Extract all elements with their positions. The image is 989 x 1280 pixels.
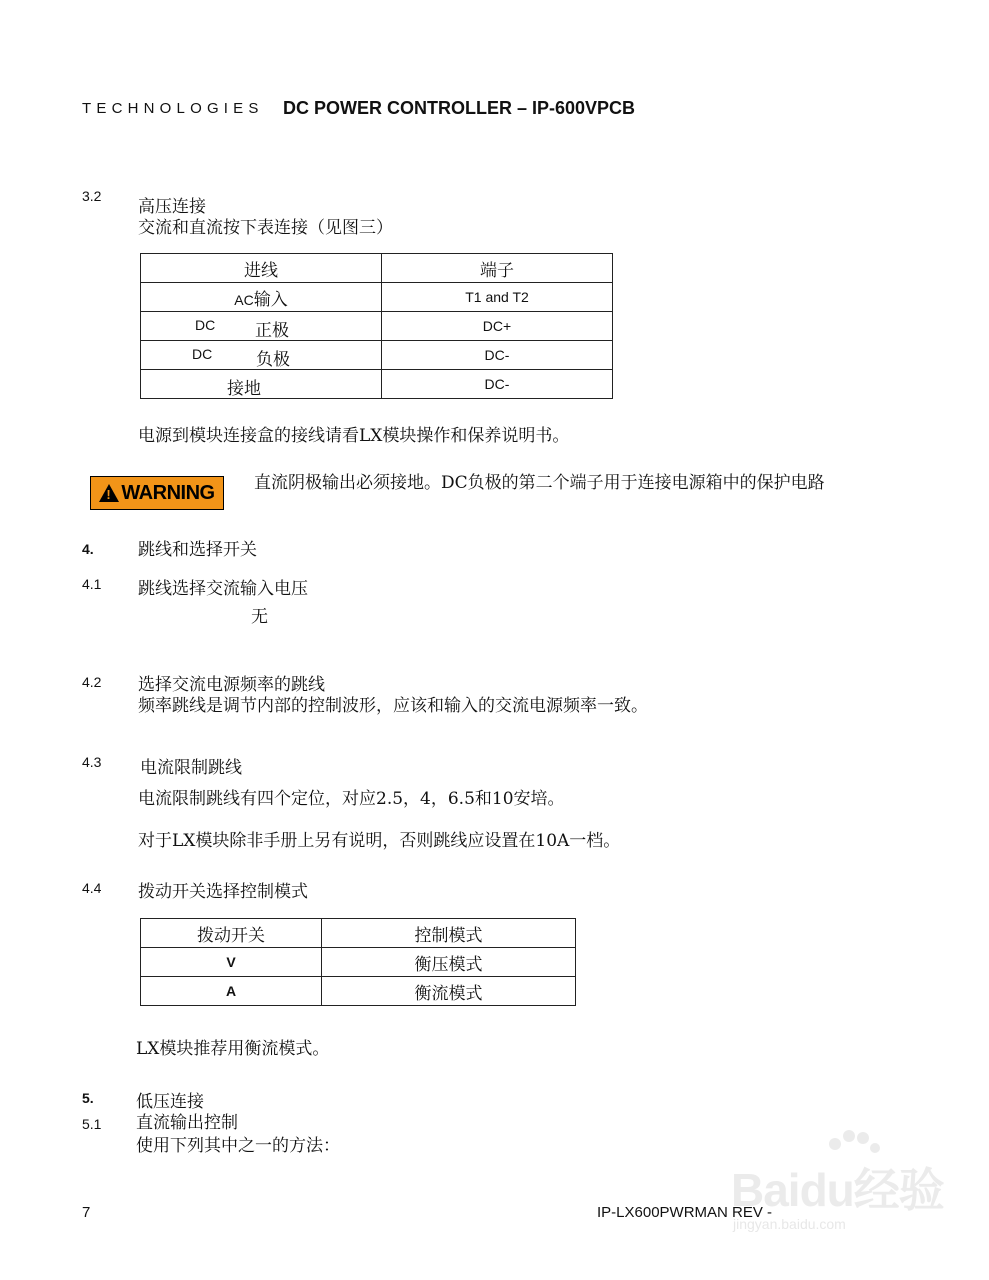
table-cell <box>141 370 382 399</box>
table-cell-en: AC <box>234 291 254 308</box>
table-header-cell: 进线 <box>141 254 382 283</box>
hv-connection-table <box>140 253 613 399</box>
table-cell-cn: 正极 <box>255 321 289 341</box>
section-4-4-note: LX模块推荐用衡流模式。 <box>136 1039 330 1059</box>
section-5-1-title: 直流输出控制 <box>136 1113 238 1133</box>
table-header-cell: 端子 <box>382 254 613 283</box>
table-cell-cn: 接地 <box>227 379 261 399</box>
footer-page-number: 7 <box>82 1204 91 1221</box>
table-cell <box>141 283 382 312</box>
section-4-2-title: 选择交流电源频率的跳线 <box>138 675 325 695</box>
table-cell <box>141 341 382 370</box>
section-4-2-number: 4.2 <box>82 674 102 690</box>
section-5-number: 5. <box>82 1090 94 1106</box>
table-header-cell: 拨动开关 <box>141 919 322 948</box>
table-cell <box>141 312 382 341</box>
table-header-row <box>141 254 613 283</box>
table-cell: T1 and T2 <box>382 283 613 312</box>
table-cell: DC+ <box>382 312 613 341</box>
section-5-1-number: 5.1 <box>82 1116 102 1132</box>
section-3-2-note: 电源到模块连接盒的接线请看LX模块操作和保养说明书。 <box>138 426 570 446</box>
watermark-brand: Baidu经验 <box>731 1164 944 1216</box>
section-5-title: 低压连接 <box>136 1092 204 1112</box>
warning-text: 直流阴极输出必须接地。DC负极的第二个端子用于连接电源箱中的保护电路 <box>254 473 825 493</box>
table-row <box>141 948 576 977</box>
section-4-4-number: 4.4 <box>82 880 102 896</box>
warning-badge-label: WARNING <box>121 481 215 504</box>
table-cell-cn: 负极 <box>256 350 290 370</box>
table-cell: 衡压模式 <box>322 948 576 977</box>
table-cell-en: DC <box>192 346 213 362</box>
header-company: TECHNOLOGIES <box>82 100 264 117</box>
table-row <box>141 370 613 399</box>
section-4-3-number: 4.3 <box>82 754 102 770</box>
header-title: DC POWER CONTROLLER – IP-600VPCB <box>283 98 636 118</box>
warning-triangle-icon <box>99 484 119 502</box>
table-cell: A <box>141 977 322 1006</box>
section-4-1-number: 4.1 <box>82 576 102 592</box>
table-row <box>141 977 576 1006</box>
section-4-1-title: 跳线选择交流输入电压 <box>138 579 308 599</box>
table-header-cell: 控制模式 <box>322 919 576 948</box>
footer-doc-id: IP-LX600PWRMAN REV - <box>597 1204 773 1221</box>
switch-mode-table <box>140 918 576 1006</box>
table-cell: DC- <box>382 370 613 399</box>
section-4-4-title: 拨动开关选择控制模式 <box>138 882 308 902</box>
table-row <box>141 283 613 312</box>
section-4-title: 跳线和选择开关 <box>138 540 257 560</box>
table-cell: DC- <box>382 341 613 370</box>
section-3-2-number: 3.2 <box>82 188 102 204</box>
section-4-3-title: 电流限制跳线 <box>140 758 242 778</box>
table-cell: V <box>141 948 322 977</box>
table-cell: 衡流模式 <box>322 977 576 1006</box>
table-cell-cn: 输入 <box>253 289 288 310</box>
section-4-number: 4. <box>82 541 94 557</box>
watermark-url: jingyan.baidu.com <box>733 1216 846 1232</box>
table-cell-en: DC <box>195 317 216 333</box>
warning-badge <box>90 476 224 510</box>
section-4-3-body2: 对于LX模块除非手册上另有说明，否则跳线应设置在10A一档。 <box>138 831 621 851</box>
baidu-watermark-logo <box>731 1130 944 1240</box>
table-header-row <box>141 919 576 948</box>
section-3-2-intro: 交流和直流按下表连接（见图三） <box>138 218 393 238</box>
section-4-2-body: 频率跳线是调节内部的控制波形，应该和输入的交流电源频率一致。 <box>138 696 648 716</box>
section-4-3-body1: 电流限制跳线有四个定位，对应2.5，4，6.5和10安培。 <box>138 789 565 809</box>
section-5-1-body: 使用下列其中之一的方法： <box>136 1136 340 1156</box>
section-4-1-body: 无 <box>251 607 268 627</box>
table-row <box>141 341 613 370</box>
section-3-2-title: 高压连接 <box>138 197 206 217</box>
table-row <box>141 312 613 341</box>
